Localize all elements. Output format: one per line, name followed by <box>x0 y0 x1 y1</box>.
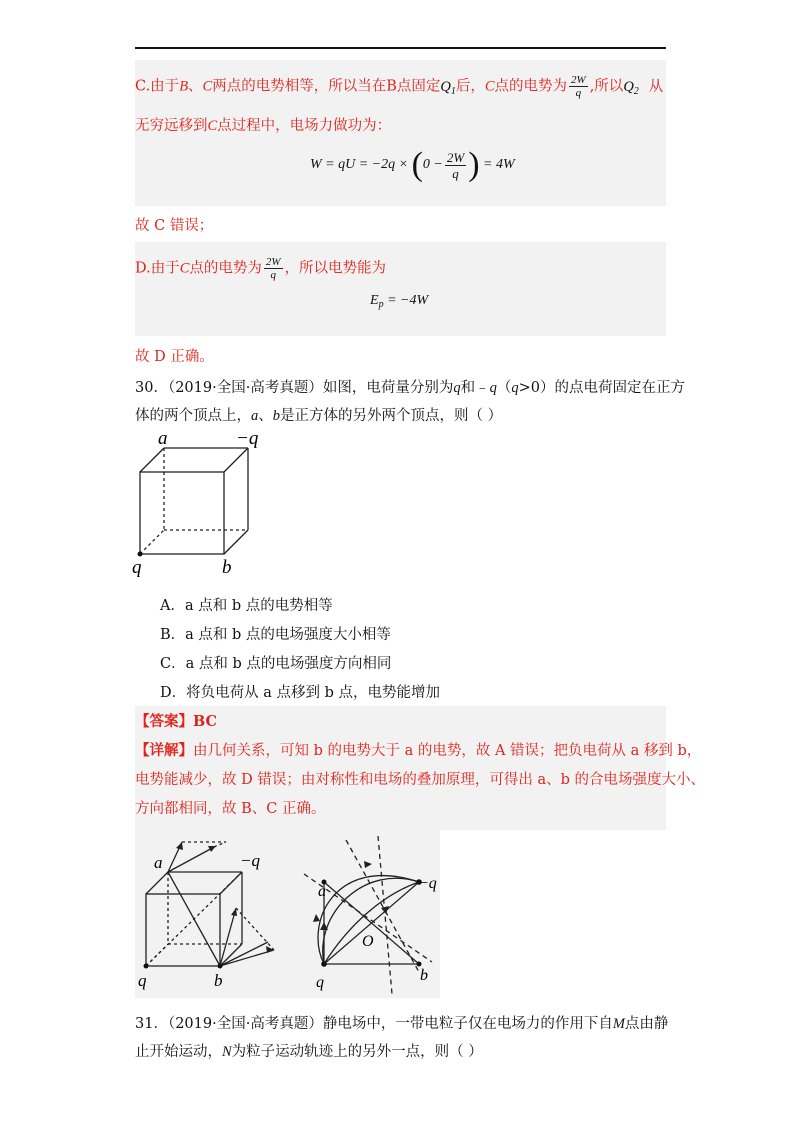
q31-line-1: 31．（2019·全国·高考真题）静电场中，一带电粒子仅在电场力的作用下自M点由静 <box>135 1016 669 1032</box>
vec-label-q: q <box>138 971 147 990</box>
header-rule <box>135 47 666 49</box>
c-formula: W = qU = −2q × (0 − $\frac{2W}{q}$ ) = 4W <box>310 146 515 183</box>
d-line-1: D.由于C点的电势为 $\frac{2W}{q}$ ，所以电势能为 <box>135 256 387 281</box>
field-label-q: q <box>316 974 324 991</box>
vec-label-b: b <box>214 971 223 990</box>
field-label-a: a <box>318 883 326 900</box>
q30-line-2: 体的两个顶点上，a、b是正方体的另外两个顶点，则（ ） <box>135 408 503 424</box>
c-line-1: C.由于B、C两点的电势相等，所以当在B点固定$Q_1$后，C点的电势为 $\frac{2W}{q}$ ,所以$Q_2$ 从 <box>135 74 664 99</box>
c-conclusion: 故 C 错误； <box>135 218 214 234</box>
detail-line-3: 方向都相同，故 B、C 正确。 <box>135 801 326 817</box>
cube-label-neg-q: −q <box>236 430 259 449</box>
vec-label-a: a <box>154 853 163 872</box>
option-a[interactable]: A．a 点和 b 点的电势相等 <box>160 598 333 614</box>
cube-label-b: b <box>222 557 232 578</box>
c-line-2: 无穷远移到C点过程中，电场力做功为： <box>135 118 392 134</box>
field-label-b: b <box>420 967 428 984</box>
cube-figure <box>128 430 268 578</box>
vec-label-neg-q: −q <box>240 851 260 870</box>
field-label-neg-q: −q <box>418 875 437 892</box>
q31-line-2: 止开始运动，N为粒子运动轨迹上的另外一点，则（ ） <box>135 1044 483 1060</box>
vector-cube-figure <box>136 838 286 994</box>
cube-label-a: a <box>158 430 168 449</box>
cube-label-q: q <box>132 557 142 578</box>
detail-line-1: 【详解】由几何关系，可知 b 的电势大于 a 的电势，故 A 错误；把负电荷从 a 移到 b， <box>135 742 702 759</box>
detail-line-2: 电势能减少，故 D 错误；由对称性和电场的叠加原理，可得出 a、b 的合电场强度大小、 <box>135 772 705 788</box>
option-c[interactable]: C．a 点和 b 点的电场强度方向相同 <box>160 656 392 672</box>
answer-line: 【答案】BC <box>135 713 218 730</box>
d-conclusion: 故 D 正确。 <box>135 349 214 365</box>
option-d[interactable]: D．将负电荷从 a 点移到 b 点，电势能增加 <box>160 685 441 701</box>
option-b[interactable]: B．a 点和 b 点的电场强度大小相等 <box>160 627 391 643</box>
q30-line-1: 30．（2019·全国·高考真题）如图，电荷量分别为q和﹣q（q>0）的点电荷固定在正方 <box>135 380 685 396</box>
field-label-O: O <box>362 933 374 950</box>
field-line-figure <box>294 834 440 998</box>
d-formula: $E_p = -4W$ <box>370 293 429 310</box>
